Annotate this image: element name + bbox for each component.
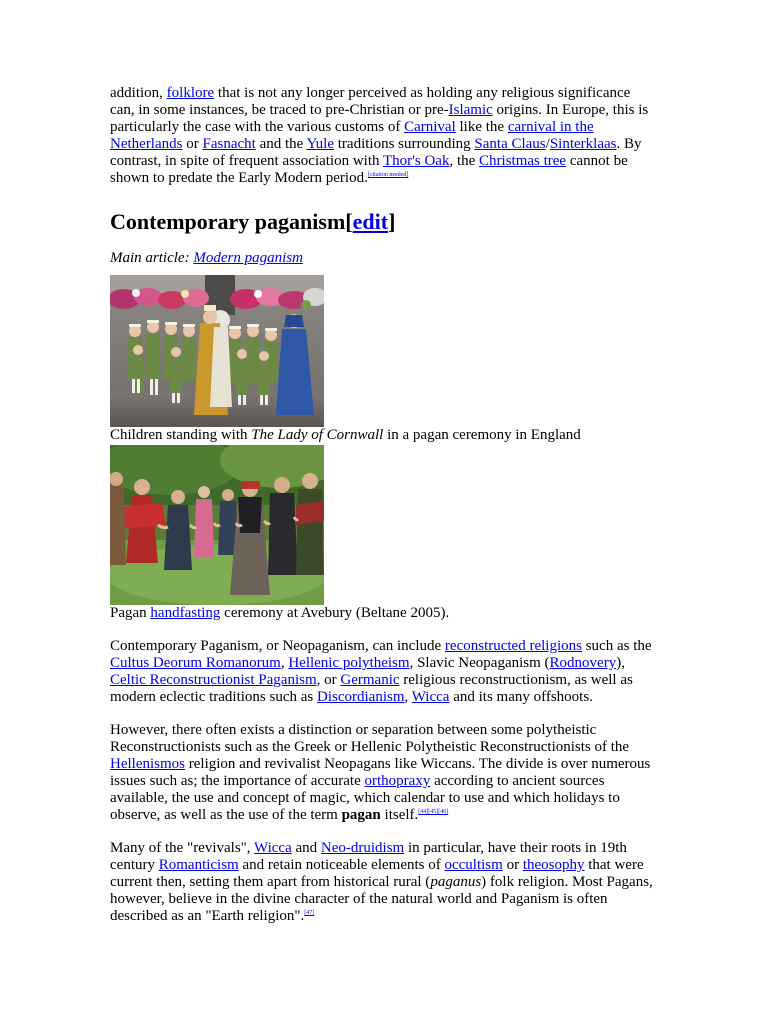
link-thors-oak[interactable]: Thor's Oak — [383, 153, 450, 169]
text: itself. — [380, 807, 419, 823]
text: or — [502, 857, 523, 873]
link-romanticism[interactable]: Romanticism — [158, 857, 239, 873]
figure1-caption — [110, 427, 658, 444]
caption-emphasis: The Lady of Cornwall — [251, 427, 384, 443]
bracket: [ — [345, 209, 353, 234]
figure-handfasting — [110, 445, 658, 622]
citation-link[interactable]: [47] — [304, 910, 315, 916]
link-modern-paganism[interactable]: Modern paganism — [193, 250, 303, 266]
text: that is not any longer perceived as holding any religious significance can, in some instances, be traced to pre-Christian or pre- — [110, 85, 631, 118]
text: , or — [316, 672, 341, 688]
paragraph-contemporary-paganism — [110, 638, 658, 706]
text: that were current then, setting them apart from historical rural ( — [110, 857, 644, 890]
text: origins. In Europe, this is particularly the case with the various customs of — [110, 102, 649, 135]
link-carnival-netherlands[interactable]: carnival in the Netherlands — [110, 119, 594, 152]
text: Many of the "revivals", — [110, 840, 255, 856]
main-article-note — [110, 250, 658, 267]
text: addition, — [110, 85, 167, 101]
link-orthopraxy[interactable]: orthopraxy — [364, 773, 431, 789]
figure2-caption — [110, 605, 658, 622]
link-wicca[interactable]: Wicca — [254, 840, 292, 856]
link-germanic[interactable]: Germanic — [340, 672, 400, 688]
text: such as the — [581, 638, 652, 654]
italic-term: paganus — [430, 874, 482, 890]
text: ), — [616, 655, 625, 671]
text: traditions surrounding — [334, 136, 475, 152]
link-handfasting[interactable]: handfasting — [150, 605, 221, 621]
citation-link[interactable]: [44][45][46] — [418, 809, 449, 815]
link-reconstructed-religions[interactable]: reconstructed religions — [444, 638, 582, 654]
text: ) folk religion. Most Pagans, however, believe in the divine character of the natural world and Paganism is often described as an "Earth religion". — [110, 874, 653, 924]
edit-section-link[interactable]: edit — [352, 209, 389, 234]
link-carnival[interactable]: Carnival — [404, 119, 456, 135]
link-yule[interactable]: Yule — [306, 136, 334, 152]
link-sinterklaas[interactable]: Sinterklaas — [549, 136, 617, 152]
link-occultism[interactable]: occultism — [444, 857, 503, 873]
text: cannot be shown to predate the Early Modern period. — [110, 153, 628, 186]
photo-children-ceremony[interactable] — [110, 275, 324, 427]
bold-term: pagan — [341, 807, 381, 823]
citation-needed-link[interactable]: [citation needed] — [367, 172, 409, 178]
caption-text: Children standing with — [110, 427, 252, 443]
link-islamic[interactable]: Islamic — [448, 102, 493, 118]
link-discordianism[interactable]: Discordianism — [317, 689, 405, 705]
link-fasnacht[interactable]: Fasnacht — [202, 136, 256, 152]
link-wicca[interactable]: Wicca — [411, 689, 450, 705]
photo-handfasting-ceremony[interactable] — [110, 445, 324, 605]
section-title: Contemporary paganism — [110, 209, 346, 234]
link-cultus-deorum-romanorum[interactable]: Cultus Deorum Romanorum — [110, 655, 281, 671]
link-hellenic-polytheism[interactable]: Hellenic polytheism — [288, 655, 410, 671]
text: according to ancient sources available, the use and concept of magic, which calendar to use and which holidays to observe, as well as the use of the term — [110, 773, 620, 823]
text: Contemporary Paganism, or Neopaganism, can include — [110, 638, 445, 654]
text: religious reconstructionism, as well as modern eclectic traditions such as — [110, 672, 633, 705]
caption-text: ceremony at Avebury (Beltane 2005). — [220, 605, 450, 621]
text: in particular, have their roots in 19th century — [110, 840, 627, 873]
caption-text: Pagan — [110, 605, 151, 621]
link-folklore[interactable]: folklore — [166, 85, 215, 101]
text: , Slavic Neopaganism ( — [409, 655, 550, 671]
text: and retain noticeable elements of — [238, 857, 445, 873]
text: and the — [255, 136, 307, 152]
article-body — [110, 85, 658, 925]
link-santa-claus[interactable]: Santa Claus — [474, 136, 546, 152]
bracket: ] — [388, 209, 396, 234]
link-neo-druidism[interactable]: Neo-druidism — [320, 840, 405, 856]
main-article-label: Main article: — [110, 250, 194, 266]
link-theosophy[interactable]: theosophy — [522, 857, 585, 873]
link-hellenismos[interactable]: Hellenismos — [110, 756, 185, 772]
text: , — [280, 655, 289, 671]
text: , — [404, 689, 412, 705]
text: and its many offshoots. — [449, 689, 593, 705]
caption-text: in a pagan ceremony in England — [383, 427, 581, 443]
text: / — [545, 136, 550, 152]
text: religion and revivalist Neopagans like Wiccans. The divide is over numerous issues such as; the importance of accurate — [110, 756, 651, 789]
paragraph-reconstructionists — [110, 722, 658, 824]
link-celtic-reconstructionist-paganism[interactable]: Celtic Reconstructionist Paganism — [110, 672, 317, 688]
section-heading — [110, 208, 658, 236]
paragraph-revivals — [110, 840, 658, 925]
text: However, there often exists a distinction or separation between some polytheistic Reconstructionists such as the Greek or Hellenic Polytheistic Reconstructionists of the — [110, 722, 630, 755]
intro-paragraph — [110, 85, 658, 187]
link-rodnovery[interactable]: Rodnovery — [549, 655, 617, 671]
text: . By contrast, in spite of frequent association with — [110, 136, 642, 169]
text: , the — [449, 153, 480, 169]
text: and — [291, 840, 321, 856]
text: or — [182, 136, 203, 152]
link-christmas-tree[interactable]: Christmas tree — [479, 153, 567, 169]
text: like the — [455, 119, 508, 135]
figure-lady-of-cornwall — [110, 275, 658, 444]
